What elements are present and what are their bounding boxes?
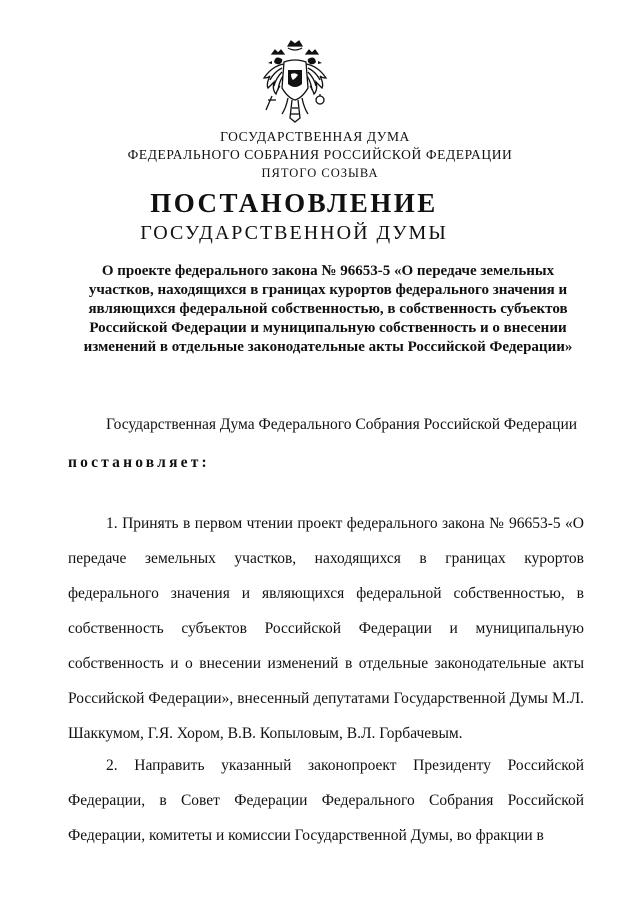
issuer-header: [0, 128, 640, 182]
decree-word: постановляет:: [68, 454, 210, 471]
document-subtitle: ГОСУДАРСТВЕННОЙ ДУМЫ: [140, 222, 448, 244]
document-title: ПОСТАНОВЛЕНИЕ: [150, 188, 438, 218]
coat-of-arms-emblem-icon: [258, 38, 332, 124]
paragraph-1: 1. Принять в первом чтении проект федерального закона № 96653-5 «О передаче земельных участков, находящихся в границах курортов федерального значения и являющихся федеральной собственностью, в собственность субъектов Российской Федерации и муниципальную собственность и о внесении изменений в отдельные законодательные акты Российской Федерации», внесенный депутатами Государственной Думы М.Л. Шаккумом, Г.Я. Хором, В.В. Копыловым, В.Л. Горбачевым.: [68, 515, 584, 742]
header-line-convocation: ПЯТОГО СОЗЫВА: [261, 166, 379, 180]
header-line-assembly: ФЕДЕРАЛЬНОГО СОБРАНИЯ РОССИЙСКОЙ ФЕДЕРАЦИИ: [127, 147, 513, 162]
paragraph-2: 2. Направить указанный законопроект Президенту Российской Федерации, в Совет Федерации Федерального Собрания Российской Федерации, комитеты и комиссии Государственной Думы, во фракции в: [68, 757, 584, 844]
header-line-duma: ГОСУДАРСТВЕННАЯ ДУМА: [220, 129, 410, 144]
document-subject: О проекте федерального закона № 96653-5 «О передаче земельных участков, находящихся в границах курортов федерального значения и являющихся федеральной собственностью, в собственность субъектов Российской Федерации и муниципальную собственность и о внесении изменений в отдельные законодательные акты Российской Федерации»: [83, 263, 573, 355]
intro-paragraph: Государственная Дума Федерального Собрания Российской Федерации: [106, 416, 578, 433]
